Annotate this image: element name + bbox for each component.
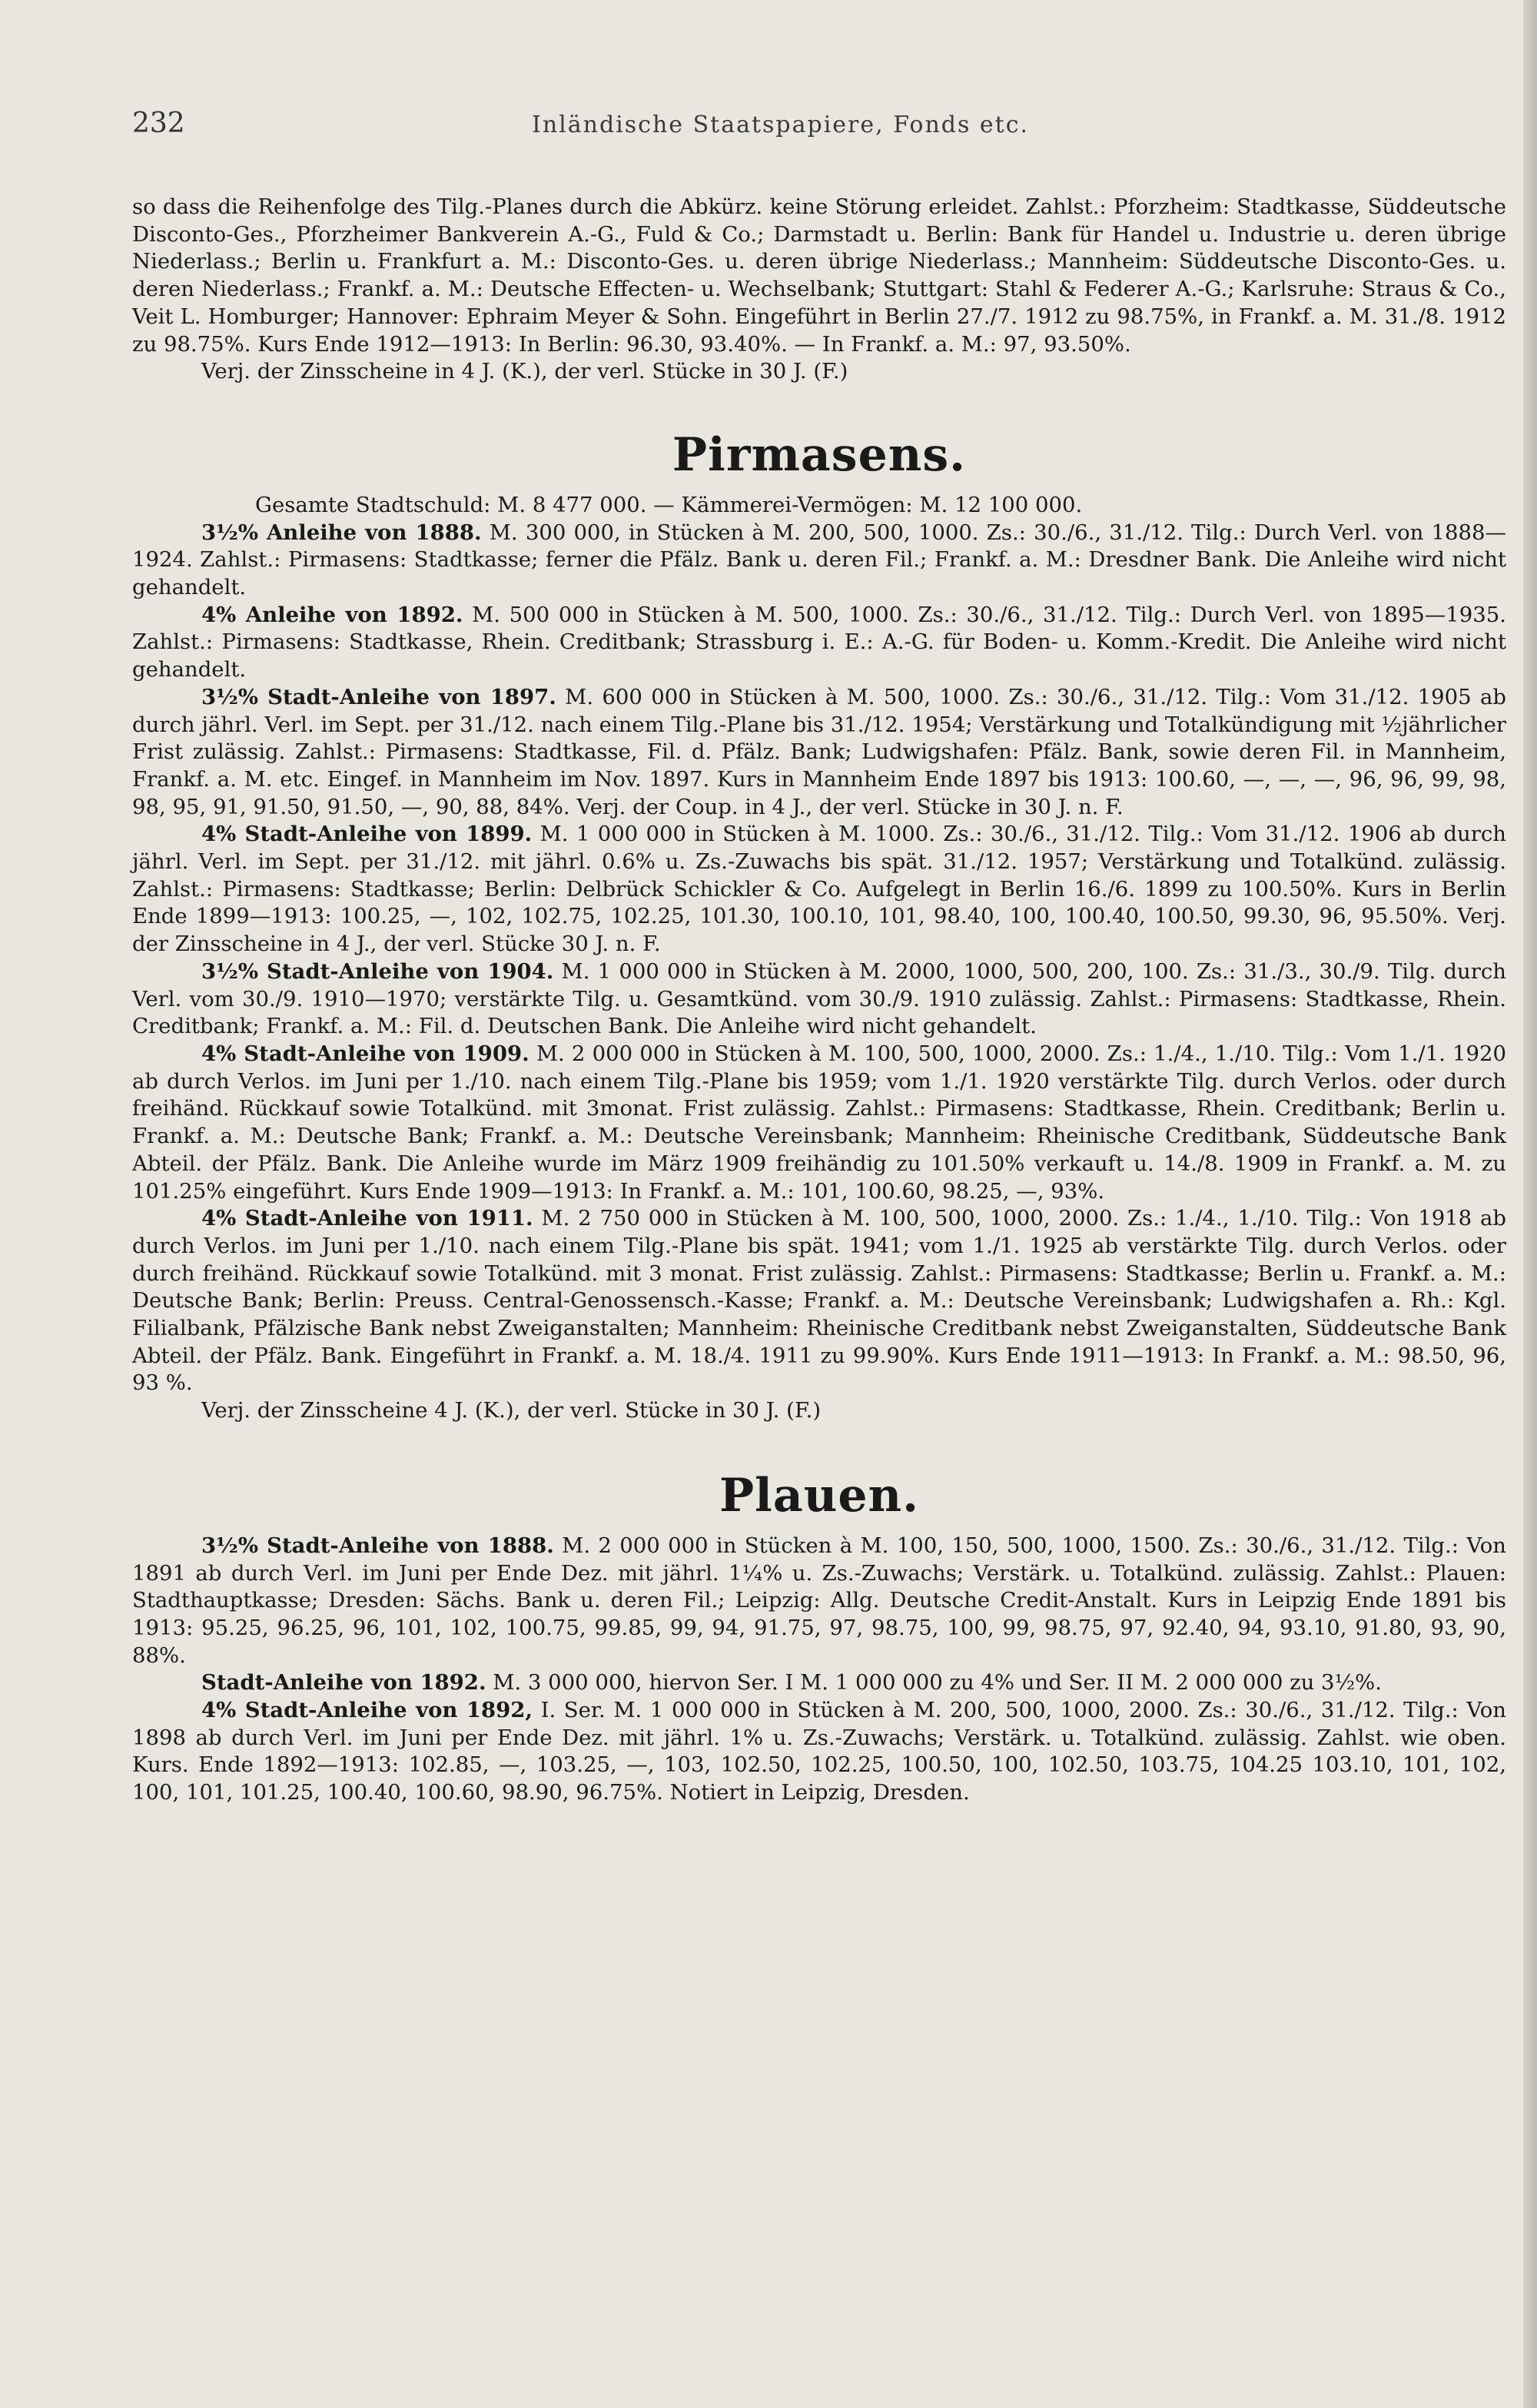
- section-title-plauen: Plauen.: [719, 1468, 920, 1523]
- loan-entry: [132, 1669, 1506, 1697]
- loan-entry: [132, 1205, 1506, 1397]
- loan-entry: [132, 684, 1506, 822]
- loan-heading: 3½% Stadt-Anleihe von 1888.: [201, 1533, 554, 1558]
- intro-paragraph: so dass die Reihenfolge des Tilg.-Planes durch die Abkürz. keine Störung erleidet. Zahlst.: Pforzheim: Stadtkasse, Süddeutsche Disconto-Ges., Pforzheimer Bankverein A.-G., Fuld & Co.; Darmstadt u. Berlin: Bank für Handel u. Industrie u. deren übrige Niederlass.; Berlin u. Frankfurt a. M.: Disconto-Ges. u. deren übrige Niederlass.; Mannheim: Süddeutsche Disconto-Ges. u. deren Niederlass.; Frankf. a. M.: Deutsche Effecten- u. Wechselbank; Stuttgart: Stahl & Federer A.-G.; Karlsruhe: Straus & Co., Veit L. Homburger; Hannover: Ephraim Meyer & Sohn. Eingeführt in Berlin 27./7. 1912 zu 98.75%, in Frankf. a. M. 31./8. 1912 zu 98.75%. Kurs Ende 1912—1913: In Berlin: 96.30, 93.40%. — In Frankf. a. M.: 97, 93.50%.: [132, 194, 1506, 357]
- page-edge-shadow: [1523, 0, 1537, 2408]
- loan-entry: [132, 821, 1506, 958]
- loan-text: M. 2 000 000 in Stücken à M. 100, 500, 1000, 2000. Zs.: 1./4., 1./10. Tilg.: Vom 1./1. 1920 ab durch Verlos. im Juni per 1./10. nach einem Tilg.-Plane bis 1959; vom 1./1. 1920 verstärkte Tilg. durch Verlos. oder durch freihänd. Rückkauf sowie Totalkünd. mit 3monat. Frist zulässig. Zahlst.: Pirmasens: Stadtkasse, Rhein. Creditbank; Berlin u. Frankf. a. M.: Deutsche Bank; Frankf. a. M.: Deutsche Vereinsbank; Mannheim: Rheinische Creditbank, Süddeutsche Bank Abteil. der Pfälz. Bank. Die Anleihe wurde im März 1909 freihändig zu 101.50% verkauft u. 14./8. 1909 in Frankf. a. M. zu 101.25% eingeführt. Kurs Ende 1909—1913: In Frankf. a. M.: 101, 100.60, 98.25, —, 93%.: [132, 1041, 1506, 1204]
- intro-verj: Verj. der Zinsscheine in 4 J. (K.), der verl. Stücke in 30 J. (F.): [201, 359, 848, 384]
- loan-entry: [132, 958, 1506, 1041]
- loan-heading: 4% Stadt-Anleihe von 1899.: [201, 822, 533, 847]
- loan-heading: 3½% Anleihe von 1888.: [201, 520, 482, 545]
- debt-summary: Gesamte Stadtschuld: M. 8 477 000. — Kämmerei-Vermögen: M. 12 100 000.: [255, 492, 1083, 517]
- loan-text: M. 1 000 000 in Stücken à M. 2000, 1000, 500, 200, 100. Zs.: 31./3., 30./9. Tilg. durch Verl. vom 30./9. 1910—1970; verstärkte Tilg. u. Gesamtkünd. vom 30./9. 1910 zulässig. Zahlst.: Pirmasens: Stadtkasse, Rhein. Creditbank; Frankf. a. M.: Fil. d. Deutschen Bank. Die Anleihe wird nicht gehandelt.: [132, 958, 1506, 1039]
- loan-heading: 4% Stadt-Anleihe von 1911.: [201, 1206, 533, 1231]
- loan-entry: [132, 1041, 1506, 1205]
- loan-text: M. 500 000 in Stücken à M. 500, 1000. Zs.: 30./6., 31./12. Tilg.: Durch Verl. von 1895—1935. Zahlst.: Pirmasens: Stadtkasse, Rhein. Creditbank; Strassburg i. E.: A.-G. für Boden- u. Komm.-Kredit. Die Anleihe wird nicht gehandelt.: [132, 602, 1507, 683]
- loan-text: M. 3 000 000, hiervon Ser. I M. 1 000 000 zu 4% und Ser. II M. 2 000 000 zu 3½%.: [486, 1670, 1383, 1696]
- loan-entry: [132, 1533, 1506, 1670]
- page-number: 232: [132, 108, 185, 139]
- loan-text: M. 2 750 000 in Stücken à M. 100, 500, 1000, 2000. Zs.: 1./4., 1./10. Tilg.: Von 1918 ab durch Verlos. im Juni per 1./10. nach einem Tilg.-Plane bis spät. 1941; vom 1./1. 1925 ab verstärkte Tilg. durch Verlos. oder durch freihänd. Rückkauf sowie Totalkünd. mit 3 monat. Frist zulässig. Zahlst.: Pirmasens: Stadtkasse; Berlin u. Frankf. a. M.: Deutsche Bank; Berlin: Preuss. Central-Genossensch.-Kasse; Frankf. a. M.: Deutsche Vereinsbank; Ludwigshafen a. Rh.: Kgl. Filialbank, Pfälzische Bank nebst Zweiganstalten; Mannheim: Rheinische Creditbank nebst Zweiganstalten, Süddeutsche Bank Abteil. der Pfälz. Bank. Eingeführt in Frankf. a. M. 18./4. 1911 zu 99.90%. Kurs Ende 1911—1913: In Frankf. a. M.: 98.50, 96, 93 %.: [132, 1206, 1506, 1396]
- running-title: Inländische Staatspapiere, Fonds etc.: [532, 111, 1030, 138]
- loan-text: M. 2 000 000 in Stücken à M. 100, 150, 500, 1000, 1500. Zs.: 30./6., 31./12. Tilg.: Von 1891 ab durch Verl. im Juni per Ende Dez. mit jährl. 1¼% u. Zs.-Zuwachs; Verstärk. u. Totalkünd. zulässig. Zahlst.: Plauen: Stadthauptkasse; Dresden: Sächs. Bank u. deren Fil.; Leipzig: Allg. Deutsche Credit-Anstalt. Kurs in Leipzig Ende 1891 bis 1913: 95.25, 96.25, 96, 101, 102, 100.75, 99.85, 99, 94, 91.75, 97, 98.75, 100, 99, 98.75, 97, 92.40, 94, 93.10, 91.80, 93, 90, 88%.: [132, 1533, 1506, 1668]
- loan-text: M. 1 000 000 in Stücken à M. 1000. Zs.: 30./6., 31./12. Tilg.: Vom 31./12. 1906 ab durch jährl. Verl. im Sept. per 31./12. mit jährl. 0.6% u. Zs.-Zuwachs bis spät. 31./12. 1957; Verstärkung und Totalkünd. zulässig. Zahlst.: Pirmasens: Stadtkasse; Berlin: Delbrück Schickler & Co. Aufgelegt in Berlin 16./6. 1899 zu 100.50%. Kurs in Berlin Ende 1899—1913: 100.25, —, 102, 102.75, 102.25, 101.30, 100.10, 101, 98.40, 100, 100.40, 100.50, 99.30, 96, 95.50%. Verj. der Zinsscheine in 4 J., der verl. Stücke 30 J. n. F.: [132, 822, 1506, 957]
- loan-heading: 3½% Stadt-Anleihe von 1897.: [201, 684, 556, 709]
- loan-entry: [132, 602, 1506, 684]
- loan-text: I. Ser. M. 1 000 000 in Stücken à M. 200, 500, 1000, 2000. Zs.: 30./6., 31./12. Tilg.: Von 1898 ab durch Verl. im Juni per Ende Dez. mit jährl. 1% u. Zs.-Zuwachs; Verstärk. u. Totalkünd. zulässig. Zahlst. wie oben. Kurs. Ende 1892—1913: 102.85, —, 103.25, —, 103, 102.50, 102.25, 100.50, 100, 102.50, 103.75, 104.25 103.10, 101, 102, 100, 101, 101.25, 100.40, 100.60, 98.90, 96.75%. Notiert in Leipzig, Dresden.: [132, 1698, 1506, 1805]
- section-title-pirmasens: Pirmasens.: [672, 427, 967, 482]
- loan-text: M. 300 000, in Stücken à M. 200, 500, 1000. Zs.: 30./6., 31./12. Tilg.: Durch Verl. von 1888—1924. Zahlst.: Pirmasens: Stadtkasse; ferner die Pfälz. Bank u. deren Fil.; Frankf. a. M.: Dresdner Bank. Die Anleihe wird nicht gehandelt.: [132, 520, 1506, 600]
- page-header: [132, 108, 1506, 154]
- loan-heading: Stadt-Anleihe von 1892.: [201, 1670, 486, 1696]
- loan-heading: 4% Stadt-Anleihe von 1909.: [201, 1041, 529, 1066]
- loan-heading: 4% Stadt-Anleihe von 1892,: [201, 1698, 533, 1723]
- loan-heading: 4% Anleihe von 1892.: [201, 602, 463, 627]
- loan-heading: 3½% Stadt-Anleihe von 1904.: [201, 958, 554, 984]
- section-verj: Verj. der Zinsscheine 4 J. (K.), der verl. Stücke in 30 J. (F.): [201, 1398, 822, 1423]
- loan-entry: [132, 520, 1506, 602]
- loan-text: M. 600 000 in Stücken à M. 500, 1000. Zs.: 30./6., 31./12. Tilg.: Vom 31./12. 1905 ab durch jährl. Verl. im Sept. per 31./12. nach einem Tilg.-Plane bis 31./12. 1954; Verstärkung und Totalkündigung mit ½jährlicher Frist zulässig. Zahlst.: Pirmasens: Stadtkasse, Fil. d. Pfälz. Bank; Ludwigshafen: Pfälz. Bank, sowie deren Fil. in Mannheim, Frankf. a. M. etc. Eingef. in Mannheim im Nov. 1897. Kurs in Mannheim Ende 1897 bis 1913: 100.60, —, —, —, 96, 96, 99, 98, 98, 95, 91, 91.50, 91.50, —, 90, 88, 84%. Verj. der Coup. in 4 J., der verl. Stücke in 30 J. n. F.: [132, 684, 1506, 819]
- loan-entry: [132, 1697, 1506, 1807]
